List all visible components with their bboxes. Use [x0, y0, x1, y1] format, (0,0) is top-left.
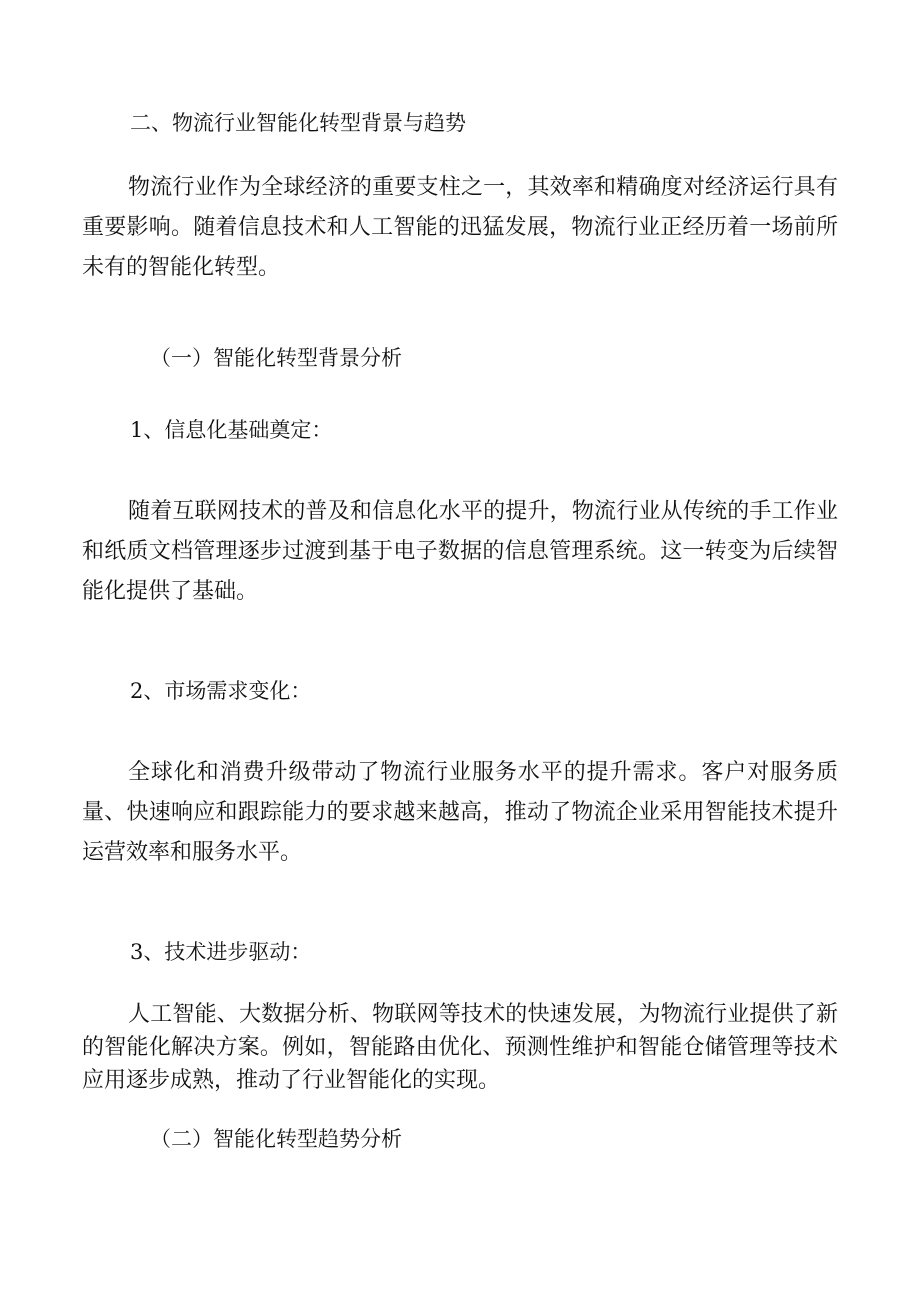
section-heading: 二、物流行业智能化转型背景与趋势: [130, 111, 466, 135]
subsection-heading-1: （一）智能化转型背景分析: [150, 346, 402, 370]
item-2-paragraph: 全球化和消费升级带动了物流行业服务水平的提升需求。客户对服务质量、快速响应和跟踪能力的要求越来越高，推动了物流企业采用智能技术提升运营效率和服务水平。: [82, 760, 838, 865]
item-3-heading: 3、技术进步驱动：: [130, 940, 312, 964]
item-2-heading: 2、市场需求变化：: [130, 679, 312, 703]
intro-paragraph: 物流行业作为全球经济的重要支柱之一，其效率和精确度对经济运行具有重要影响。随着信息技术和人工智能的迅猛发展，物流行业正经历着一场前所未有的智能化转型。: [82, 175, 838, 280]
item-1-heading: 1、信息化基础奠定：: [130, 418, 333, 442]
item-1-paragraph: 随着互联网技术的普及和信息化水平的提升，物流行业从传统的手工作业和纸质文档管理逐步过渡到基于电子数据的信息管理系统。这一转变为后续智能化提供了基础。: [82, 499, 838, 604]
subsection-heading-2: （二）智能化转型趋势分析: [150, 1127, 402, 1151]
item-3-paragraph: 人工智能、大数据分析、物联网等技术的快速发展，为物流行业提供了新的智能化解决方案。例如，智能路由优化、预测性维护和智能仓储管理等技术应用逐步成熟，推动了行业智能化的实现。: [82, 1002, 838, 1093]
